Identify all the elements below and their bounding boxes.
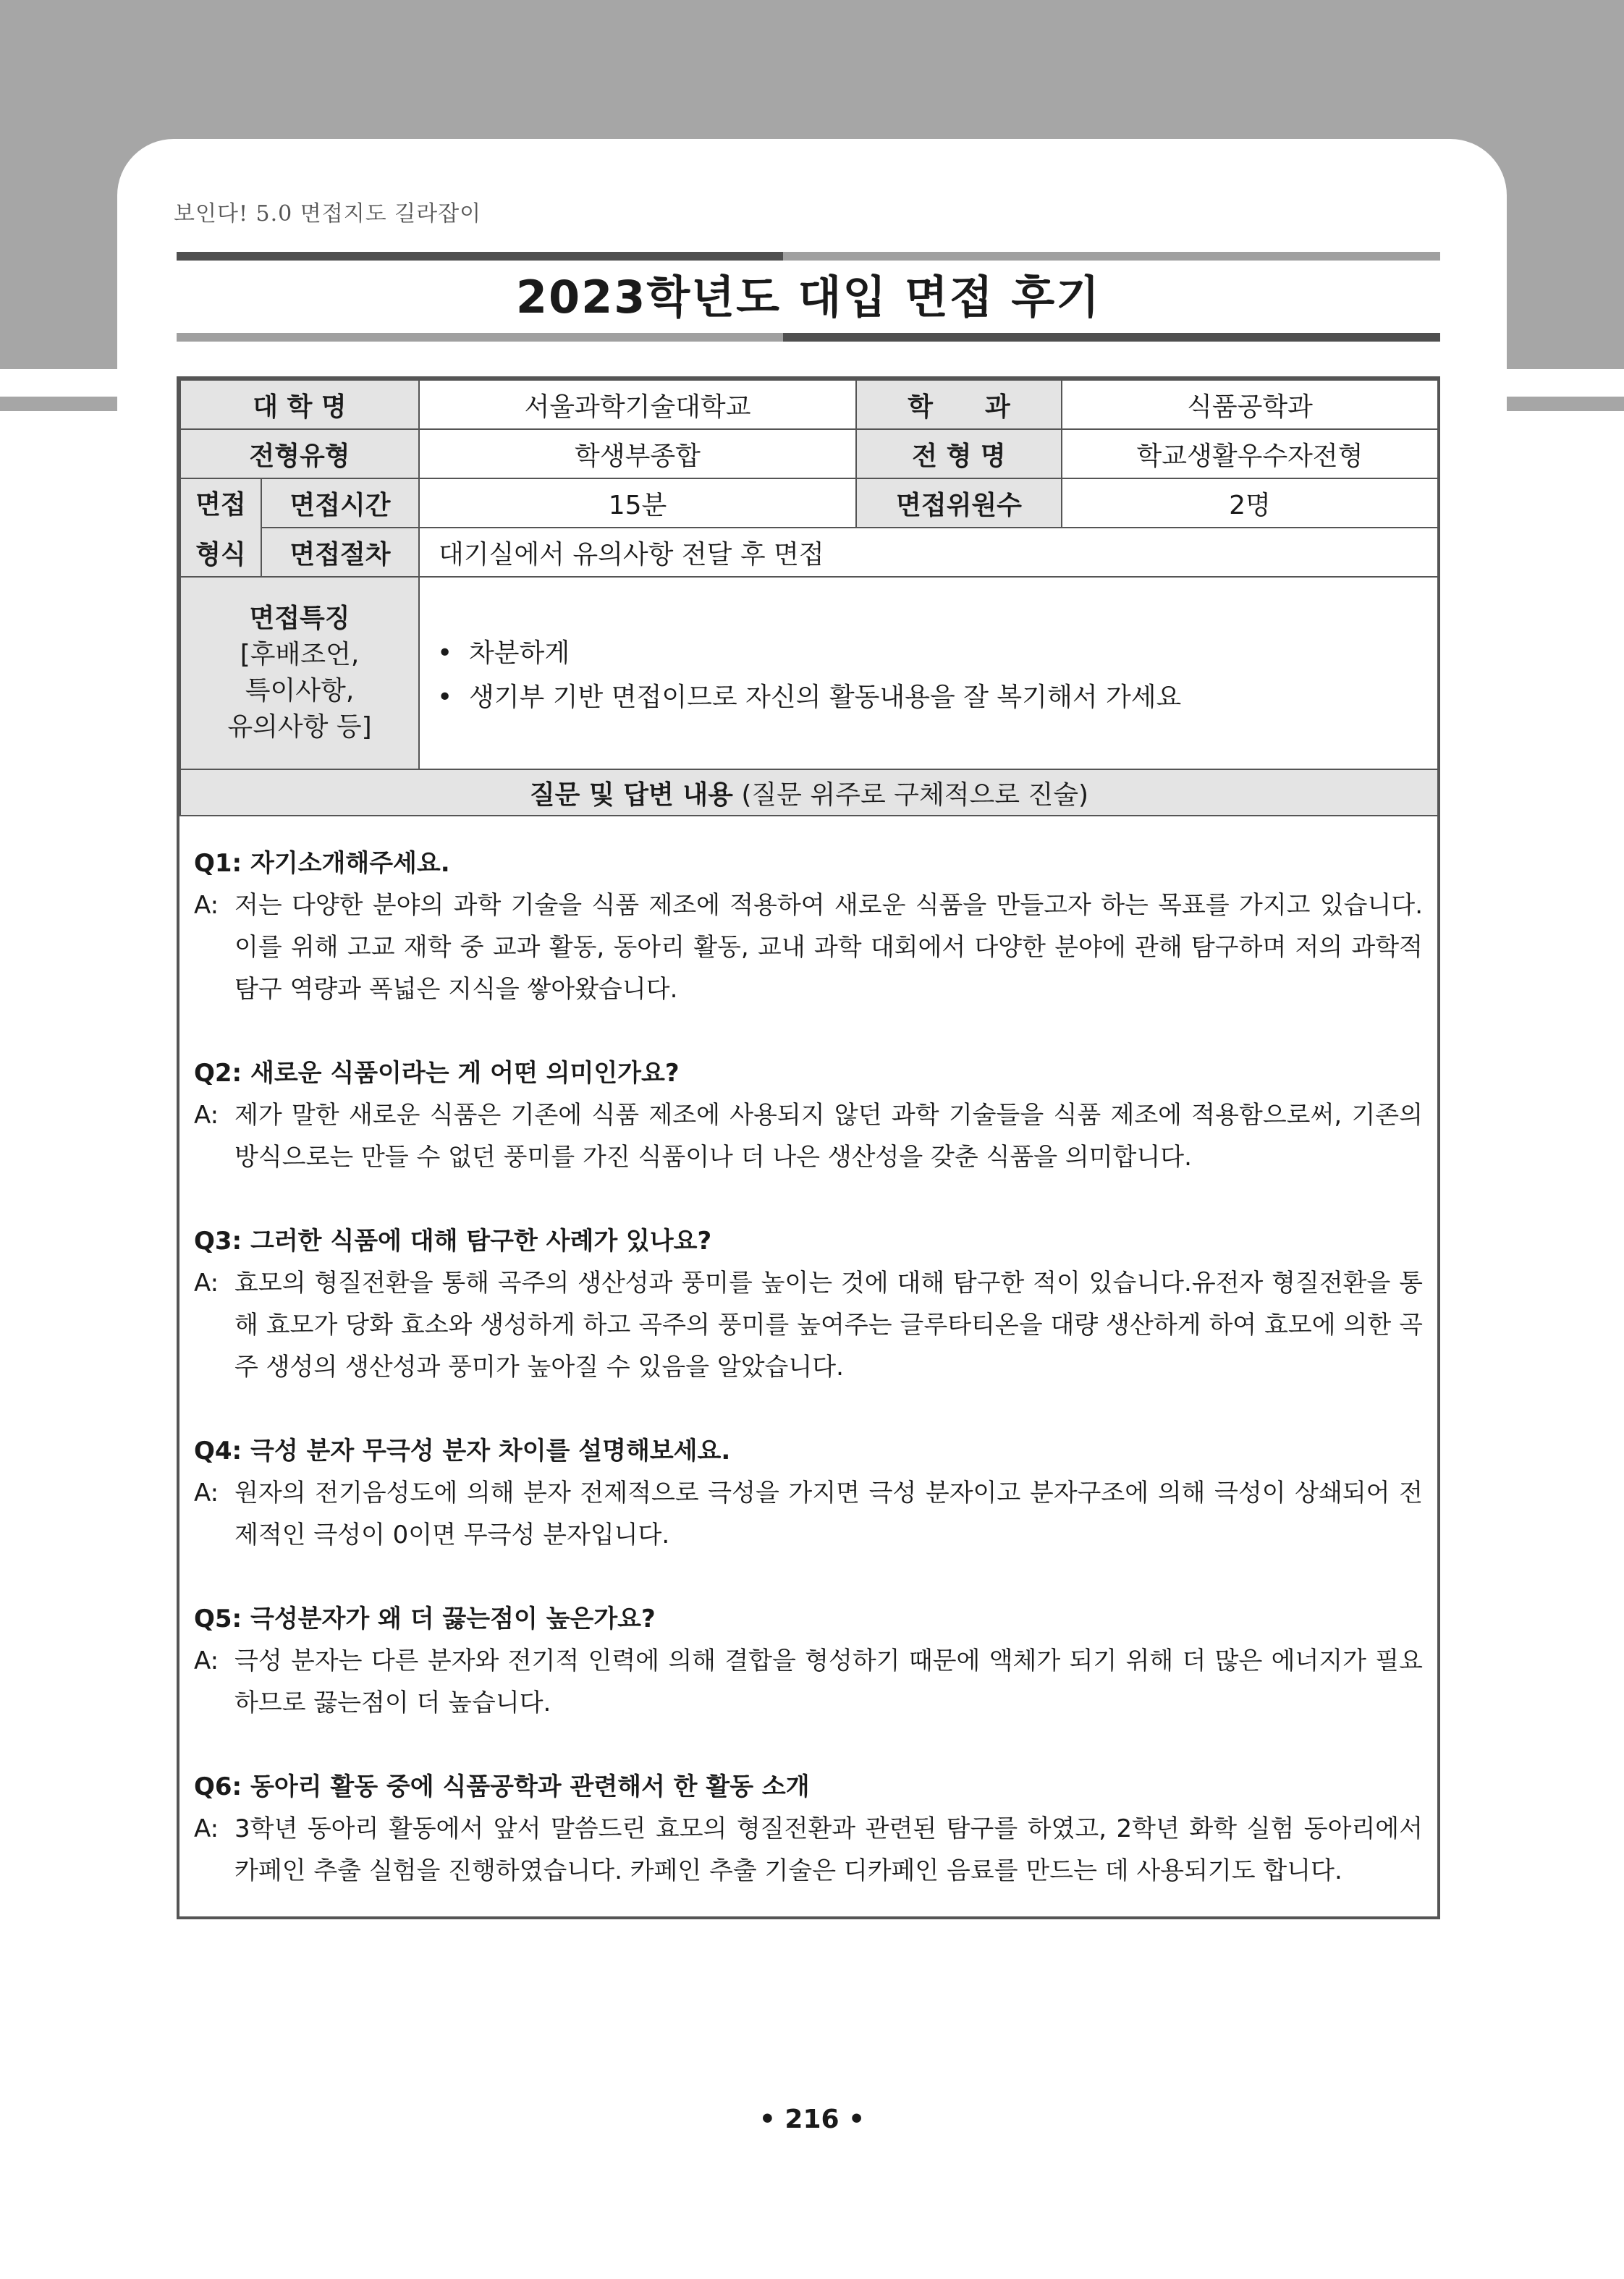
question-3: Q3: 그러한 식품에 대해 탐구한 사례가 있나요? bbox=[194, 1227, 712, 1256]
interview-table bbox=[177, 376, 1440, 1919]
answer-4: A: 원자의 전기음성도에 의해 분자 전제적으로 극성을 가지면 극성 분자이고 분자구조에 의해 극성이 상쇄되어 전제적인 극성이 0이면 무극성 분자입니다. bbox=[194, 1479, 1423, 1549]
track-value: 학교생활우수자전형 bbox=[1062, 429, 1438, 478]
bullet-icon: • bbox=[437, 638, 453, 668]
features-label-line4: 유의사항 등] bbox=[227, 712, 372, 742]
question-4: Q4: 극성 분자 무극성 분자 차이를 설명해보세요. bbox=[194, 1437, 731, 1466]
question-6: Q6: 동아리 활동 중에 식품공학과 관련해서 한 활동 소개 bbox=[194, 1772, 810, 1801]
procedure-value: 대기실에서 유의사항 전달 후 면접 bbox=[419, 528, 1438, 577]
features-label-line2: [후배조언, bbox=[240, 640, 360, 669]
format-label bbox=[180, 478, 261, 577]
type-label: 전형유형 bbox=[180, 429, 419, 478]
panel-value: 2명 bbox=[1062, 478, 1438, 528]
dept-label: 학 과 bbox=[856, 380, 1062, 429]
track-label: 전 형 명 bbox=[856, 429, 1062, 478]
page-title: 2023학년도 대입 면접 후기 bbox=[515, 271, 1101, 324]
univ-value: 서울과학기술대학교 bbox=[419, 380, 856, 429]
question-5: Q5: 극성분자가 왜 더 끓는점이 높은가요? bbox=[194, 1604, 656, 1633]
right-side-bar bbox=[1507, 397, 1624, 411]
features-label-line1: 면접특징 bbox=[249, 604, 350, 633]
features-label bbox=[180, 577, 419, 769]
format-label-line1: 면접 bbox=[195, 490, 246, 520]
title-rule-top bbox=[177, 252, 1440, 261]
info-table bbox=[179, 379, 1439, 816]
feature-item: • 생기부 기반 면접이므로 자신의 활동내용을 잘 복기해서 가세요 bbox=[437, 682, 1182, 712]
answer-3: A: 효모의 형질전환을 통해 곡주의 생산성과 풍미를 높이는 것에 대해 탐구한 적이 있습니다.유전자 형질전환을 통해 효모가 당화 효소와 생성하게 하고 곡주의 풍미를 높여주는 글루타티온을 대량 생산하게 하여 효모에 의한 곡주 생성의 생산성과 풍미가 높아질 수 있음을 알았습니다. bbox=[194, 1269, 1423, 1382]
features-label-line3: 특이사항, bbox=[245, 676, 355, 706]
bullet-icon: • bbox=[437, 682, 453, 712]
answer-6: A: 3학년 동아리 활동에서 앞서 말씀드린 효모의 형질전환과 관련된 탐구를 하였고, 2학년 화학 실험 동아리에서 카페인 추출 실험을 진행하였습니다. 카페인 추출 기술은 디카페인 음료를 만드는 데 사용되기도 합니다. bbox=[194, 1814, 1423, 1885]
qa-section-header: 질문 및 답변 내용 (질문 위주로 구체적으로 진술) bbox=[180, 769, 1438, 816]
feature-item: • 차분하게 bbox=[437, 638, 570, 668]
time-value: 15분 bbox=[419, 478, 856, 528]
panel-label: 면접위원수 bbox=[856, 478, 1062, 528]
qa-section bbox=[179, 816, 1437, 1916]
features-list bbox=[419, 577, 1438, 769]
running-header: 보인다! 5.0 면접지도 길라잡이 bbox=[174, 201, 482, 227]
left-side-bar bbox=[0, 397, 117, 411]
procedure-label: 면접절차 bbox=[261, 528, 419, 577]
time-label: 면접시간 bbox=[261, 478, 419, 528]
page-number: • 216 • bbox=[758, 2105, 866, 2134]
univ-label: 대 학 명 bbox=[180, 380, 419, 429]
question-1: Q1: 자기소개해주세요. bbox=[194, 849, 450, 878]
answer-5: A: 극성 분자는 다른 분자와 전기적 인력에 의해 결합을 형성하기 때문에 액체가 되기 위해 더 많은 에너지가 필요하므로 끓는점이 더 높습니다. bbox=[194, 1646, 1423, 1717]
answer-1: A: 저는 다양한 분야의 과학 기술을 식품 제조에 적용하여 새로운 식품을 만들고자 하는 목표를 가지고 있습니다. 이를 위해 고교 재학 중 교과 활동, 동아리 활동, 교내 과학 대회에서 다양한 분야에 관해 탐구하며 저의 과학적 탐구 역량과 폭넓은 지식을 쌓아왔습니다. bbox=[194, 891, 1423, 1004]
format-label-line2: 형식 bbox=[195, 540, 246, 570]
answer-2: A: 제가 말한 새로운 식품은 기존에 식품 제조에 사용되지 않던 과학 기술들을 식품 제조에 적용함으로써, 기존의 방식으로는 만들 수 없던 풍미를 가진 식품이나 더 나은 생산성을 갖춘 식품을 의미합니다. bbox=[194, 1101, 1423, 1172]
type-value: 학생부종합 bbox=[419, 429, 856, 478]
dept-value: 식품공학과 bbox=[1062, 380, 1438, 429]
question-2: Q2: 새로운 식품이라는 게 어떤 의미인가요? bbox=[194, 1059, 680, 1088]
title-rule-bottom bbox=[177, 333, 1440, 342]
